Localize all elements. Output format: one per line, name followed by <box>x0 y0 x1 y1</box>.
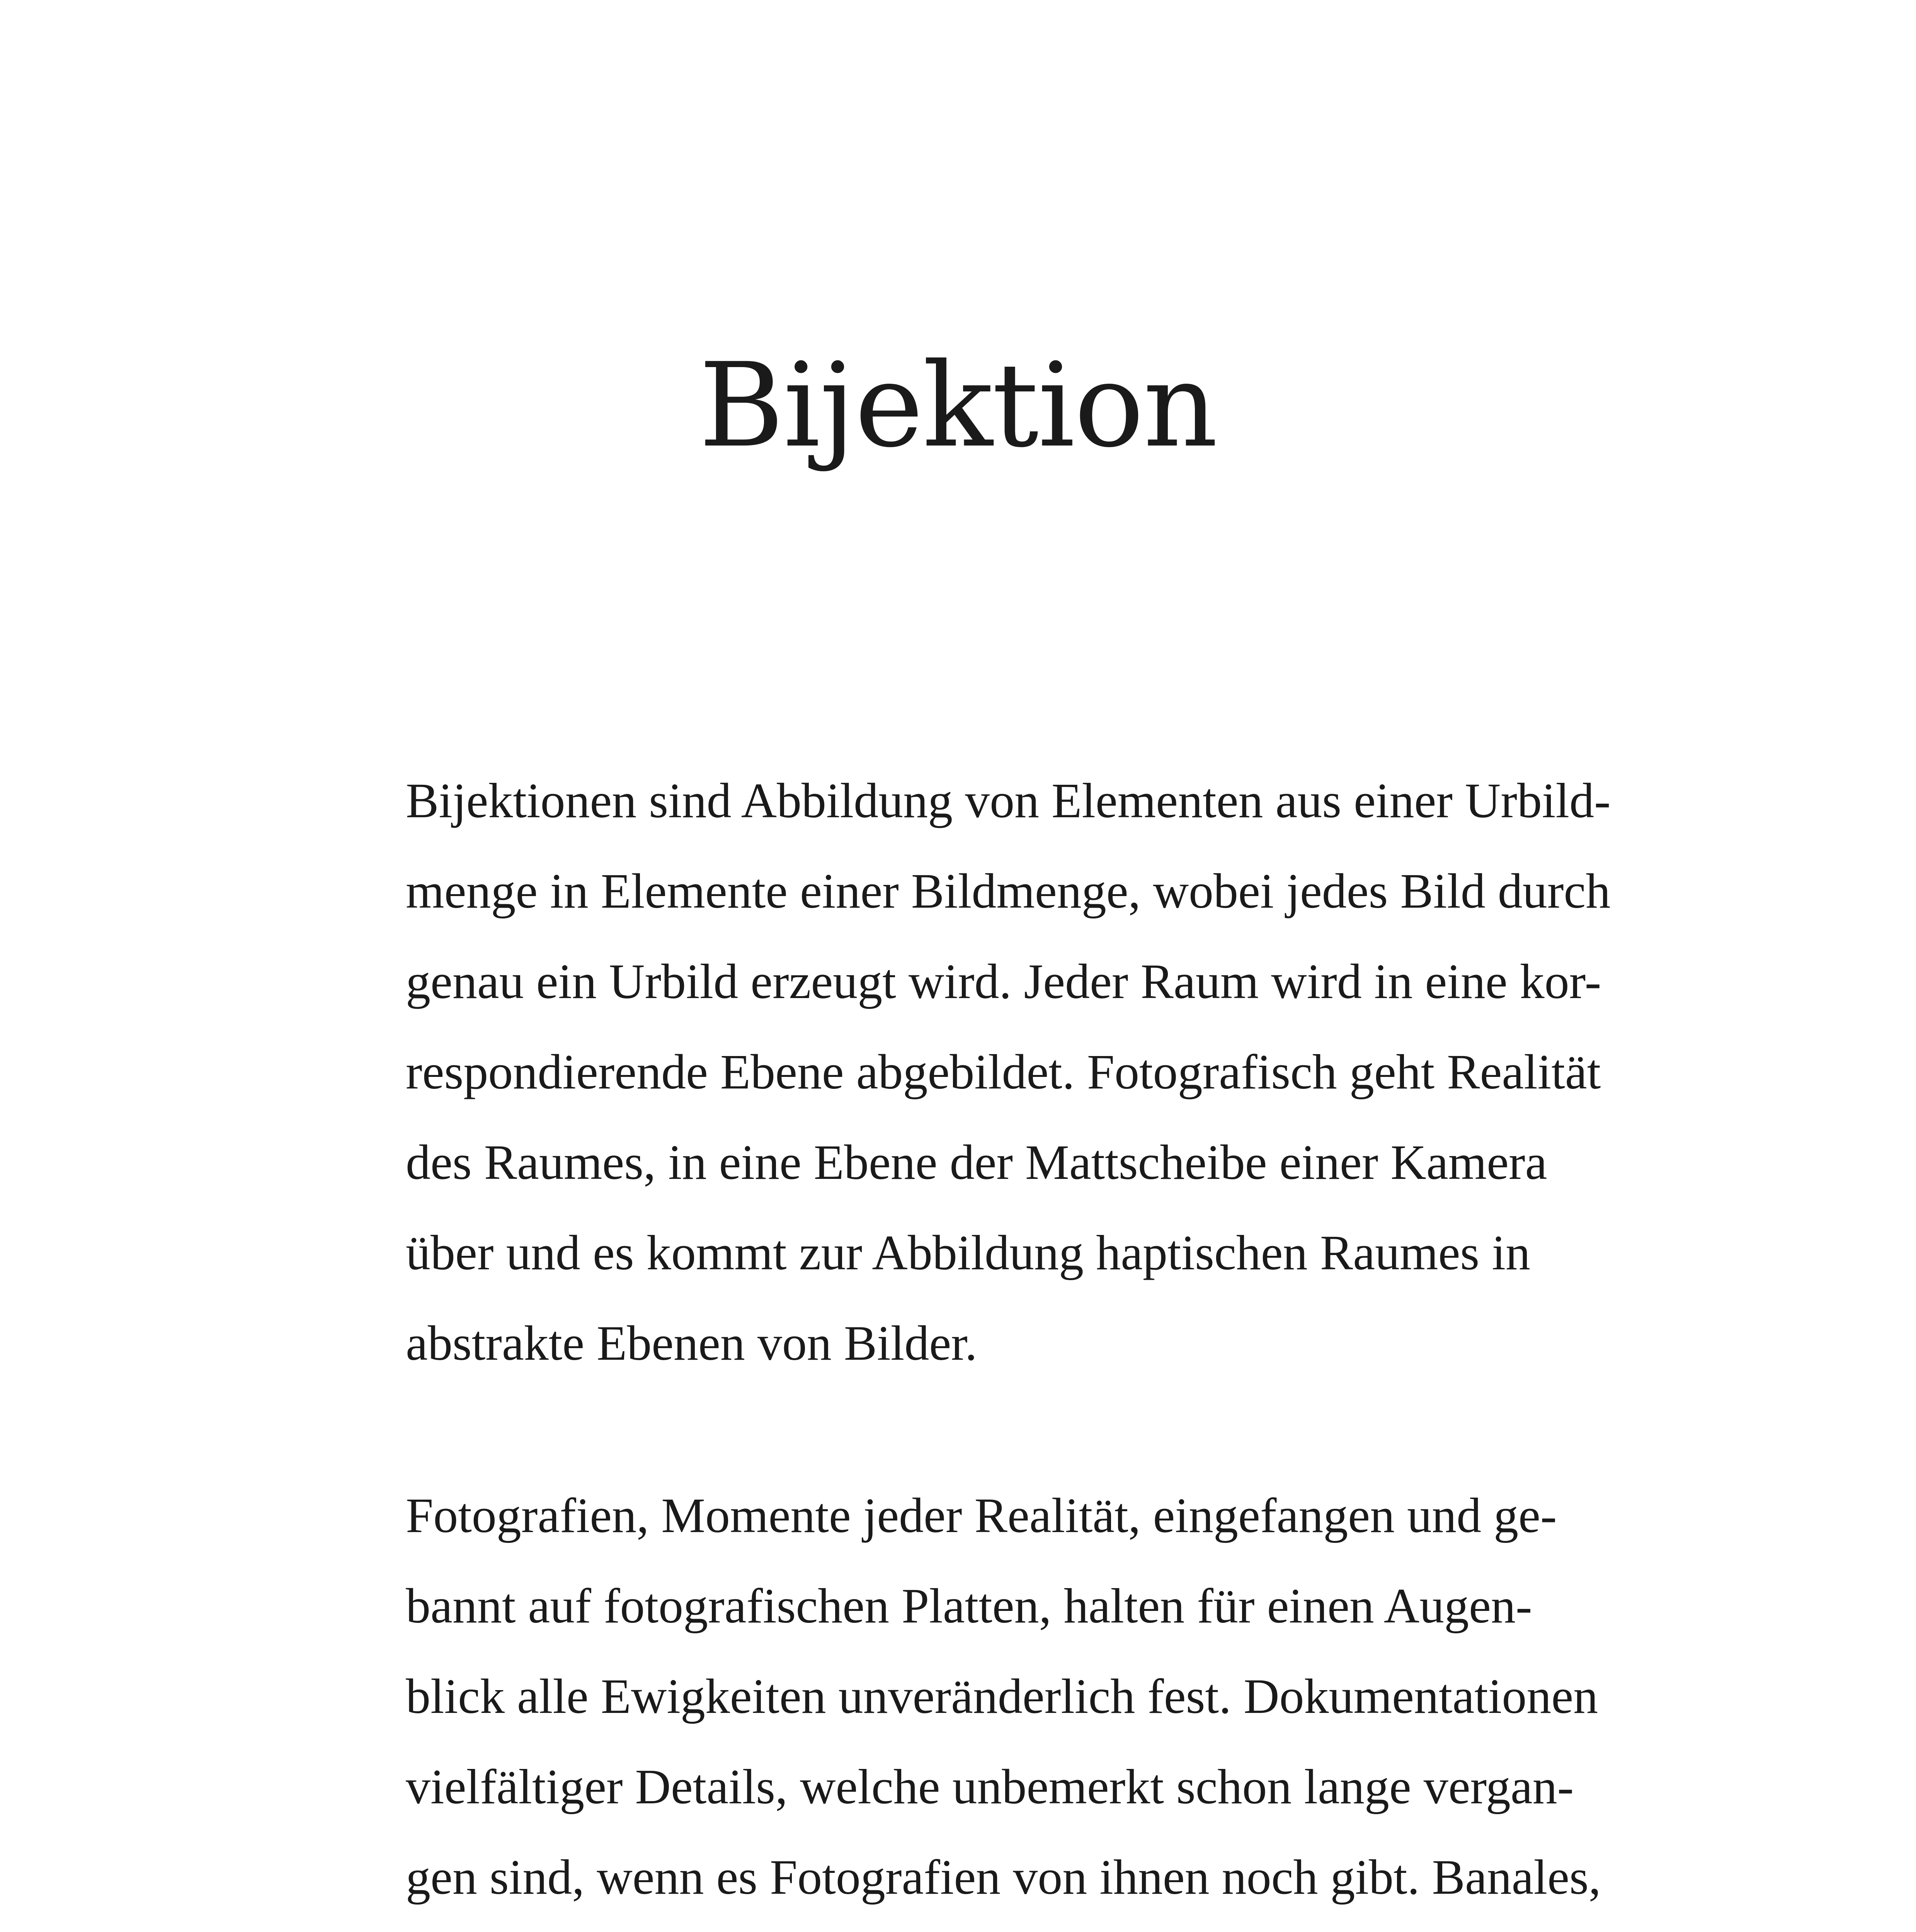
page-title: Bijektion <box>699 338 1217 473</box>
text-line: gen sind, wenn es Fotografien von ihnen noch gibt. Banales, <box>406 1850 1601 1905</box>
text-line: blick alle Ewigkeiten unveränderlich fest. Dokumentationen <box>406 1669 1598 1724</box>
text-line: über und es kommt zur Abbildung haptischen Raumes in <box>406 1225 1530 1280</box>
text-line: des Raumes, in eine Ebene der Mattscheibe einer Kamera <box>406 1135 1547 1190</box>
text-line: abstrakte Ebenen von Bilder. <box>406 1316 977 1371</box>
text-line: menge in Elemente einer Bildmenge, wobei jedes Bild durch <box>406 864 1611 918</box>
text-line: bannt auf fotografischen Platten, halten für einen Augen- <box>406 1578 1532 1633</box>
text-line <box>406 1922 1530 1932</box>
text-line: respondierende Ebene abgebildet. Fotografisch geht Realität <box>406 1044 1601 1099</box>
text-line: Bijektionen sind Abbildung von Elementen aus einer Urbild- <box>406 773 1611 828</box>
text-line: genau ein Urbild erzeugt wird. Jeder Raum wird in eine kor- <box>406 954 1601 1009</box>
paragraph-2 <box>406 1470 1601 1932</box>
paragraph-1 <box>406 755 1611 1388</box>
text-line: Fotografien, Momente jeder Realität, eingefangen und ge- <box>406 1488 1557 1543</box>
text-line: vielfältiger Details, welche unbemerkt schon lange vergan- <box>406 1759 1574 1814</box>
